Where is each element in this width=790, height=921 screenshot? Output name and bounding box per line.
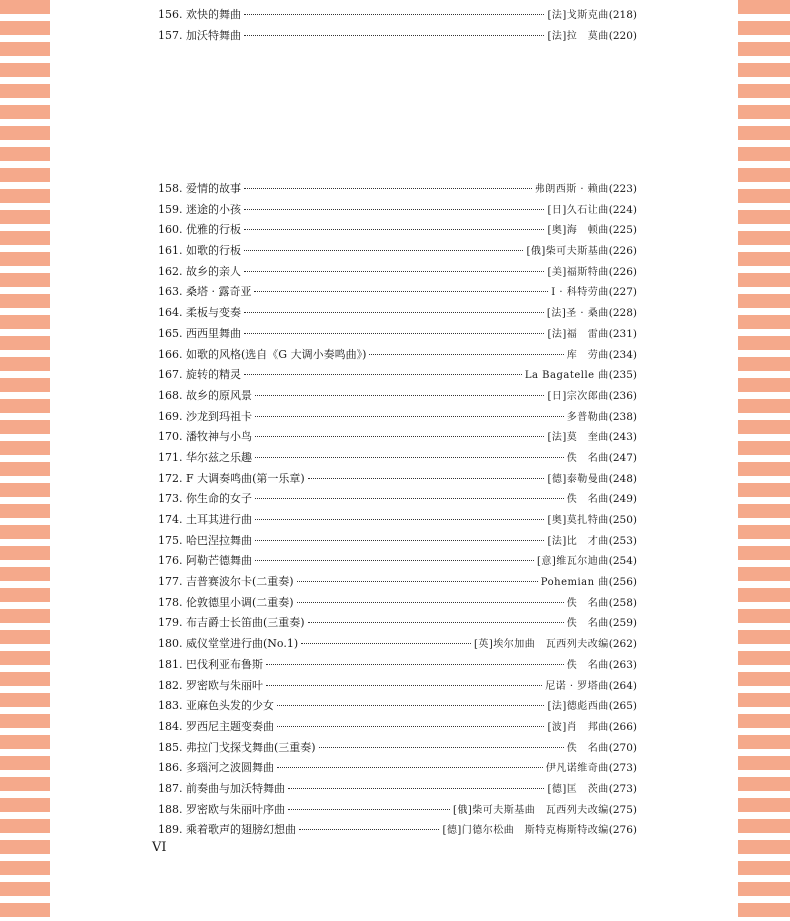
toc-entry[interactable]	[158, 241, 637, 262]
toc-entry-composer: [美]福斯特曲	[547, 266, 609, 278]
toc-entry-page: (231)	[608, 327, 637, 340]
dot-leader	[301, 643, 471, 644]
toc-entry-composer: I · 科特劳曲	[551, 287, 609, 299]
toc-entry-page: (273)	[608, 782, 637, 795]
toc-entry[interactable]	[158, 696, 637, 717]
toc-entry-page: (225)	[608, 224, 637, 237]
toc-entry-page: (220)	[608, 30, 637, 42]
dot-leader	[319, 747, 564, 748]
dot-leader	[277, 726, 544, 727]
toc-entry-composer: 佚 名曲	[566, 742, 609, 754]
toc-entry-composer: [德]泰勒曼曲	[547, 473, 609, 485]
toc-entry-title: 177. 吉普赛波尔卡(二重奏)	[158, 575, 294, 589]
toc-entry-page: (228)	[608, 307, 637, 320]
toc-entry-composer: [法]圣 · 桑曲	[546, 308, 609, 320]
toc-entry-composer: [俄]柴可夫斯基曲 瓦西列夫改编	[452, 804, 609, 816]
toc-entry-composer: [法]戈斯克曲	[547, 10, 609, 21]
toc-entry-composer: [德]门德尔松曲 斯特克梅斯特改编	[442, 825, 609, 837]
dot-leader	[266, 685, 542, 686]
toc-entry-title: 166. 如歌的风格(选自《G 大调小奏鸣曲》)	[158, 347, 367, 361]
toc-entry-page: (243)	[608, 431, 637, 444]
toc-entry-composer: [法]比 才曲	[547, 535, 609, 547]
toc-entry-page: (273)	[608, 762, 637, 775]
toc-entry-composer: 佚 名曲	[566, 618, 609, 630]
toc-entry-composer: 佚 名曲	[566, 452, 609, 464]
toc-entry-page: (262)	[608, 638, 637, 651]
toc-entry-composer: [俄]柴可夫斯基曲	[526, 246, 609, 258]
toc-entry[interactable]	[158, 448, 637, 469]
dot-leader	[308, 622, 564, 623]
toc-entry-composer: [英]埃尔加曲 瓦西列夫改编	[473, 639, 609, 651]
dot-leader	[299, 829, 439, 830]
toc-entry-composer: [奥]莫扎特曲	[547, 515, 609, 526]
toc-entry[interactable]	[158, 800, 637, 821]
toc-entry-page: (249)	[608, 493, 637, 506]
toc-entry-title: 174. 土耳其进行曲	[158, 513, 252, 526]
toc-entry-composer: [法]拉 莫曲	[547, 31, 609, 42]
toc-entry-title: 179. 布吉爵士长笛曲(三重奏)	[158, 616, 305, 630]
toc-entry[interactable]	[158, 200, 637, 221]
toc-entry-title: 176. 阿勒芒德舞曲	[158, 554, 252, 568]
toc-entry-title: 182. 罗密欧与朱丽叶	[158, 678, 263, 692]
toc-entry-title: 168. 故乡的原风景	[158, 388, 252, 402]
dot-leader	[255, 519, 544, 520]
toc-entry[interactable]	[158, 634, 637, 655]
toc-entry-title: 171. 华尔兹之乐趣	[158, 450, 252, 464]
toc-entry-title: 187. 前奏曲与加沃特舞曲	[158, 781, 285, 795]
toc-entry-composer: 伊凡诺维奇曲	[545, 763, 609, 775]
toc-entry-page: (238)	[608, 410, 637, 423]
toc-entry-composer: 尼诺 · 罗塔曲	[545, 680, 609, 692]
toc-entry-page: (264)	[608, 679, 637, 692]
toc-entry[interactable]	[158, 779, 637, 800]
toc-entry-title: 184. 罗西尼主题变奏曲	[158, 719, 274, 733]
right-decorative-stripe	[738, 0, 790, 921]
toc-entry[interactable]	[158, 427, 637, 448]
dot-leader	[244, 188, 532, 189]
dot-leader	[255, 416, 564, 417]
toc-entry[interactable]	[158, 613, 637, 634]
toc-entry[interactable]	[158, 531, 637, 552]
toc-entry-title: 162. 故乡的亲人	[158, 264, 241, 278]
dot-leader	[288, 809, 450, 810]
toc-entry-composer: [奥]海 顿曲	[547, 225, 609, 237]
toc-entry-page: (247)	[608, 451, 637, 464]
toc-entry-composer: La Bagatelle 曲	[524, 370, 609, 382]
toc-entry-page: (218)	[608, 9, 637, 21]
toc-entry-composer: [波]肖 邦曲	[547, 721, 609, 733]
toc-entry[interactable]	[158, 179, 637, 200]
page-number: VI	[152, 840, 167, 855]
toc-entry-composer: 多普勒曲	[566, 411, 609, 423]
dot-leader	[255, 436, 544, 437]
toc-entry-page: (266)	[608, 720, 637, 733]
dot-leader	[254, 291, 548, 292]
toc-entry-page: (263)	[608, 658, 637, 671]
toc-entry-composer: 弗朗西斯 · 赖曲	[534, 184, 609, 195]
toc-entry-title: 167. 旋转的精灵	[158, 368, 241, 382]
toc-entry-title: 173. 你生命的女子	[158, 492, 252, 506]
toc-entry-page: (258)	[608, 596, 637, 609]
toc-entry[interactable]	[158, 365, 637, 386]
dot-leader	[255, 395, 544, 396]
toc-entry[interactable]	[158, 282, 637, 303]
toc-entry-title: 175. 哈巴涅拉舞曲	[158, 533, 252, 547]
toc-entry-composer: 佚 名曲	[566, 659, 609, 671]
toc-entry-page: (236)	[608, 389, 637, 402]
toc-entry-composer: [日]久石让曲	[547, 204, 609, 216]
toc-entry-title: 178. 伦敦德里小调(二重奏)	[158, 595, 294, 609]
toc-entry-composer: 库 劳曲	[566, 349, 609, 361]
dot-leader	[244, 312, 544, 313]
toc-entry-page: (226)	[608, 265, 637, 278]
toc-entry-title: 180. 威仪堂堂进行曲(No.1)	[158, 637, 299, 651]
toc-entry-page: (224)	[608, 203, 637, 216]
toc-entry[interactable]	[158, 820, 637, 841]
dot-leader	[297, 602, 564, 603]
toc-entry-composer: [意]维瓦尔迪曲	[536, 556, 609, 568]
toc-entry[interactable]	[158, 407, 637, 428]
toc-entry-title: 165. 西西里舞曲	[158, 326, 241, 340]
toc-entry-title: 188. 罗密欧与朱丽叶序曲	[158, 802, 285, 816]
toc-entry-composer: [法]德彪西曲	[547, 701, 609, 713]
toc-entry-title: 169. 沙龙到玛祖卡	[158, 409, 252, 423]
toc-entry-title: 183. 亚麻色头发的少女	[158, 699, 274, 713]
toc-entry-page: (265)	[608, 700, 637, 713]
toc-entry-page: (223)	[608, 183, 637, 195]
toc-entry-page: (254)	[608, 555, 637, 568]
dot-leader	[255, 560, 534, 561]
toc-entry[interactable]	[158, 717, 637, 738]
toc-entry-page: (250)	[608, 514, 637, 526]
toc-entry[interactable]	[158, 593, 637, 614]
toc-entry[interactable]	[158, 4, 637, 25]
toc-entry-page: (270)	[608, 741, 637, 754]
dot-leader	[244, 333, 544, 334]
left-decorative-stripe	[0, 0, 50, 921]
dot-leader	[288, 788, 544, 789]
dot-leader	[244, 229, 544, 230]
toc-entry-composer: [日]宗次郎曲	[547, 390, 609, 402]
toc-entry-page: (259)	[608, 617, 637, 630]
toc-entry-composer: [德]匡 茨曲	[547, 783, 609, 795]
toc-entry-page: (253)	[608, 534, 637, 547]
toc-entry[interactable]	[158, 655, 637, 676]
toc-entry-title: 181. 巴伐利亚布鲁斯	[158, 657, 263, 671]
toc-entry-page: (256)	[608, 576, 637, 589]
dot-leader	[277, 705, 544, 706]
dot-leader	[244, 14, 544, 15]
dot-leader	[255, 498, 564, 499]
toc-entry-composer: 佚 名曲	[566, 597, 609, 609]
toc-entry-title: 159. 迷途的小孩	[158, 202, 241, 216]
toc-entry-title: 185. 弗拉门戈探戈舞曲(三重奏)	[158, 740, 316, 754]
toc-entry-page: (227)	[608, 286, 637, 299]
toc-section-bottom	[158, 179, 637, 841]
toc-entry-title: 186. 多瑙河之波圆舞曲	[158, 761, 274, 775]
dot-leader	[244, 35, 544, 36]
toc-entry[interactable]	[158, 489, 637, 510]
dot-leader	[244, 271, 544, 272]
toc-entry[interactable]	[158, 220, 637, 241]
toc-entry-title: 164. 柔板与变奏	[158, 306, 241, 320]
toc-entry-title: 161. 如歌的行板	[158, 244, 241, 258]
toc-entry-title: 160. 优雅的行板	[158, 223, 241, 237]
toc-entry[interactable]	[158, 345, 637, 366]
dot-leader	[244, 209, 544, 210]
dot-leader	[277, 767, 543, 768]
toc-entry[interactable]	[158, 758, 637, 779]
toc-entry[interactable]	[158, 469, 637, 490]
toc-entry-title: 157. 加沃特舞曲	[158, 29, 241, 42]
toc-entry[interactable]	[158, 262, 637, 283]
toc-entry-page: (234)	[608, 348, 637, 361]
toc-entry[interactable]	[158, 676, 637, 697]
toc-entry-title: 170. 潘牧神与小鸟	[158, 430, 252, 444]
toc-entry-page: (226)	[608, 245, 637, 258]
toc-entry-composer: [法]莫 奎曲	[547, 432, 609, 444]
toc-entry-composer: [法]福 雷曲	[547, 328, 609, 340]
toc-entry-title: 172. F 大调奏鸣曲(第一乐章)	[158, 471, 305, 485]
toc-entry-page: (276)	[608, 824, 637, 837]
toc-entry[interactable]	[158, 25, 637, 46]
dot-leader	[308, 478, 545, 479]
dot-leader	[297, 581, 538, 582]
toc-entry-title: 163. 桑塔 · 露奇亚	[158, 285, 252, 299]
toc-entry[interactable]	[158, 303, 637, 324]
dot-leader	[244, 374, 522, 375]
toc-entry-title: 158. 爱情的故事	[158, 182, 241, 195]
toc-entry-page: (248)	[608, 472, 637, 485]
toc-entry-composer: 佚 名曲	[566, 494, 609, 506]
toc-entry-title: 189. 乘着歌声的翅膀幻想曲	[158, 823, 296, 837]
toc-entry-title: 156. 欢快的舞曲	[158, 8, 241, 21]
toc-entry[interactable]	[158, 510, 637, 531]
dot-leader	[255, 457, 564, 458]
dot-leader	[244, 250, 523, 251]
toc-section-top	[158, 4, 637, 46]
toc-entry[interactable]	[158, 738, 637, 759]
toc-entry-page: (235)	[608, 369, 637, 382]
dot-leader	[369, 354, 563, 355]
toc-entry-composer: Pohemian 曲	[540, 577, 609, 589]
toc-entry[interactable]	[158, 572, 637, 593]
dot-leader	[255, 540, 544, 541]
toc-entry[interactable]	[158, 324, 637, 345]
dot-leader	[266, 664, 564, 665]
toc-entry[interactable]	[158, 551, 637, 572]
toc-entry-page: (275)	[608, 803, 637, 816]
toc-entry[interactable]	[158, 386, 637, 407]
